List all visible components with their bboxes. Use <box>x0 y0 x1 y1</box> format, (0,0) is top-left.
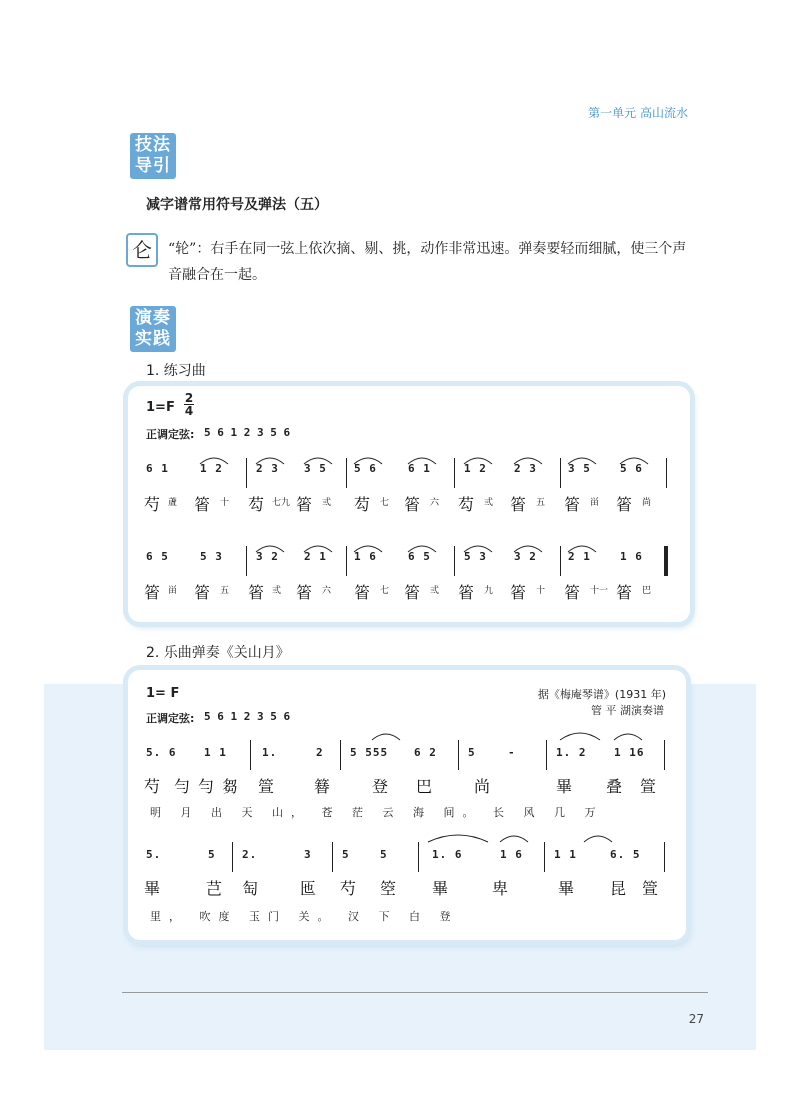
tab-char: 匋 <box>242 879 259 898</box>
tab-char: 箵 <box>296 583 313 602</box>
tab-char: 畢 <box>558 879 575 898</box>
exercise-row-1-notes <box>128 458 690 488</box>
tab-char: 箵 <box>564 583 581 602</box>
tab-small: 巴 <box>642 586 652 596</box>
note-group: 1. 2 <box>556 746 587 759</box>
running-head: 第一单元 高山流水 <box>588 106 688 120</box>
note-group: 6 2 <box>414 746 437 759</box>
tab-char: 勻 <box>174 777 191 796</box>
note-group: 5 555 <box>350 746 389 759</box>
note-group: 3 2 <box>256 550 279 563</box>
lyrics-line-2: 里， 吹度 玉门 关。 汉 下 白 登 <box>150 910 459 923</box>
tab-char: 箵 <box>194 495 211 514</box>
tab-char: 匜 <box>300 879 317 898</box>
note-group: 5 6 <box>354 462 377 475</box>
tab-small: 十 <box>536 586 546 596</box>
note-group: 5 3 <box>200 550 223 563</box>
tab-char: 尚 <box>474 777 491 796</box>
exercise-row-2-notes <box>128 546 690 576</box>
note-group: 1 1 <box>204 746 227 759</box>
exercise-score-card <box>128 386 690 622</box>
tab-small: 七 <box>380 586 390 596</box>
bar-line <box>250 740 251 770</box>
tab-char: 箵 <box>194 583 211 602</box>
tab-char: 箵 <box>616 495 633 514</box>
tab-small: 弎 <box>272 586 282 596</box>
tuning-notes: 5 6 1 2 3 5 6 <box>204 710 291 723</box>
tab-char: 芍 <box>340 879 357 898</box>
symbol-glyph: 仑 <box>126 233 158 267</box>
bar-line <box>232 842 233 872</box>
tab-char: 巴 <box>416 777 433 796</box>
section-heading: 减字谱常用符号及弹法（五） <box>146 197 328 213</box>
tab-char: 箵 <box>404 583 421 602</box>
tab-small: 九 <box>484 586 494 596</box>
note-group: 1 16 <box>614 746 645 759</box>
tab-small: 五 <box>536 498 546 508</box>
bar-line <box>340 740 341 770</box>
tab-small: 十一 <box>590 586 609 596</box>
exercise-row-2-tablature <box>128 580 690 610</box>
tab-char: 芍 <box>144 777 161 796</box>
badge-line-2: 导引 <box>135 156 171 176</box>
time-signature <box>184 392 194 417</box>
note-group: 3 <box>304 848 312 861</box>
note-group: 1. <box>262 746 278 759</box>
piece-title: 2. 乐曲弹奏《关山月》 <box>146 645 290 661</box>
tab-char: 箵 <box>510 495 527 514</box>
note-group: 1 2 <box>200 462 223 475</box>
note-group: 1 6 <box>354 550 377 563</box>
tab-char: 芑 <box>206 879 223 898</box>
piece-row-1-notes <box>128 740 686 770</box>
badge-line-1: 技法 <box>135 135 171 155</box>
note-group: 2 1 <box>304 550 327 563</box>
tab-char: 箵 <box>144 583 161 602</box>
page-number: 27 <box>688 1012 704 1026</box>
note-group: 5 <box>468 746 476 759</box>
note-group: 1. 6 <box>432 848 463 861</box>
tab-char: 芻 <box>222 777 239 796</box>
piece-row-1-tablature <box>128 774 686 800</box>
slur-arcs <box>128 452 690 466</box>
performer-credit: 管 平 湖演奏谱 <box>591 704 664 717</box>
tab-char: 芍 <box>144 495 161 514</box>
tab-small: 弎 <box>484 498 494 508</box>
time-bottom: 4 <box>184 404 194 418</box>
tab-char: 箮 <box>642 879 659 898</box>
tab-char: 卑 <box>492 879 509 898</box>
tab-char: 箵 <box>458 583 475 602</box>
note-group: 1 6 <box>620 550 643 563</box>
note-group: 2 3 <box>256 462 279 475</box>
tab-char: 昆 <box>610 879 627 898</box>
bar-line <box>418 842 419 872</box>
note-group: 3 5 <box>304 462 327 475</box>
tab-char: 箵 <box>248 583 265 602</box>
bar-line <box>664 842 665 872</box>
tab-char: 箵 <box>616 583 633 602</box>
tab-char: 箵 <box>510 583 527 602</box>
source-credit: 据《梅庵琴谱》(1931 年) <box>537 688 666 701</box>
tab-char: 箮 <box>258 777 275 796</box>
note-group: 5 <box>342 848 350 861</box>
tuning-label: 正调定弦: <box>146 712 195 725</box>
exercise-title: 1. 练习曲 <box>146 363 206 379</box>
tab-small: 十 <box>220 498 230 508</box>
tab-char: 芶 <box>248 495 265 514</box>
tab-small: 畄 <box>168 586 178 596</box>
note-group: 5. 6 <box>146 746 177 759</box>
symbol-description: “轮”：右手在同一弦上依次摘、剔、挑，动作非常迅速。弹奏要轻而细腻，使三个声音融合在一起。 <box>168 241 687 283</box>
lyrics-line-1: 明 月 出 天 山， 苍 茫 云 海 间。 长 风 几 万 <box>150 806 604 819</box>
bar-line <box>332 842 333 872</box>
key-signature: 1=F <box>146 400 175 415</box>
bar-line <box>544 842 545 872</box>
tab-char: 叠 <box>606 777 623 796</box>
tab-char: 畢 <box>432 879 449 898</box>
slur-arcs <box>128 540 690 554</box>
note-group: 1 2 <box>464 462 487 475</box>
note-group: 6 1 <box>408 462 431 475</box>
tab-char: 勻 <box>198 777 215 796</box>
time-top: 2 <box>184 391 194 405</box>
tab-char: 登 <box>372 777 389 796</box>
tab-char: 箵 <box>564 495 581 514</box>
footer-rule <box>122 992 708 993</box>
bar-line <box>664 740 665 770</box>
note-group: 2. <box>242 848 258 861</box>
tab-char: 簮 <box>314 777 331 796</box>
note-group: 5 3 <box>464 550 487 563</box>
key-signature: 1= F <box>146 686 180 701</box>
tab-small: 五 <box>220 586 230 596</box>
note-group: 6 5 <box>408 550 431 563</box>
tab-char: 畢 <box>144 879 161 898</box>
piece-row-2-notes <box>128 842 686 872</box>
tab-small: 弎 <box>322 498 332 508</box>
note-group: 1 6 <box>500 848 523 861</box>
tuning-label: 正调定弦: <box>146 428 195 441</box>
tab-small: 七九 <box>272 498 291 508</box>
note-group: 5. <box>146 848 162 861</box>
tab-char: 芶 <box>354 495 371 514</box>
note-group: 2 3 <box>514 462 537 475</box>
tab-small: 七 <box>380 498 390 508</box>
tab-char: 箵 <box>296 495 313 514</box>
tab-char: 箵 <box>354 583 371 602</box>
slur-arcs <box>128 828 686 844</box>
bar-line <box>458 740 459 770</box>
note-group: 6 5 <box>146 550 169 563</box>
note-group: 6 1 <box>146 462 169 475</box>
tab-small: 蔖 <box>168 498 178 508</box>
piece-row-2-tablature <box>128 876 686 902</box>
tab-small: 尚 <box>642 498 652 508</box>
section-badge-technique <box>130 133 176 179</box>
note-group: 6. 5 <box>610 848 641 861</box>
exercise-row-1-tablature <box>128 492 690 522</box>
badge-line-1: 演奏 <box>135 308 171 328</box>
slur-arcs <box>128 726 686 742</box>
bar-line <box>546 740 547 770</box>
piece-score-card <box>128 670 686 940</box>
tab-small: 畄 <box>590 498 600 508</box>
tab-small: 六 <box>322 586 332 596</box>
note-group: 5 6 <box>620 462 643 475</box>
note-group: 2 <box>316 746 324 759</box>
note-group: 5 <box>380 848 388 861</box>
note-group: 3 2 <box>514 550 537 563</box>
badge-line-2: 实践 <box>135 329 171 349</box>
tab-small: 弎 <box>430 586 440 596</box>
note-group: 2 1 <box>568 550 591 563</box>
note-group: - <box>508 746 516 759</box>
tab-small: 六 <box>430 498 440 508</box>
note-group: 1 1 <box>554 848 577 861</box>
note-group: 3 5 <box>568 462 591 475</box>
section-badge-practice <box>130 306 176 352</box>
tab-char: 箮 <box>640 777 657 796</box>
tuning-notes: 5 6 1 2 3 5 6 <box>204 426 291 439</box>
tab-char: 箵 <box>404 495 421 514</box>
tab-char: 芶 <box>458 495 475 514</box>
note-group: 5 <box>208 848 216 861</box>
tab-char: 箜 <box>380 879 397 898</box>
tab-char: 畢 <box>556 777 573 796</box>
